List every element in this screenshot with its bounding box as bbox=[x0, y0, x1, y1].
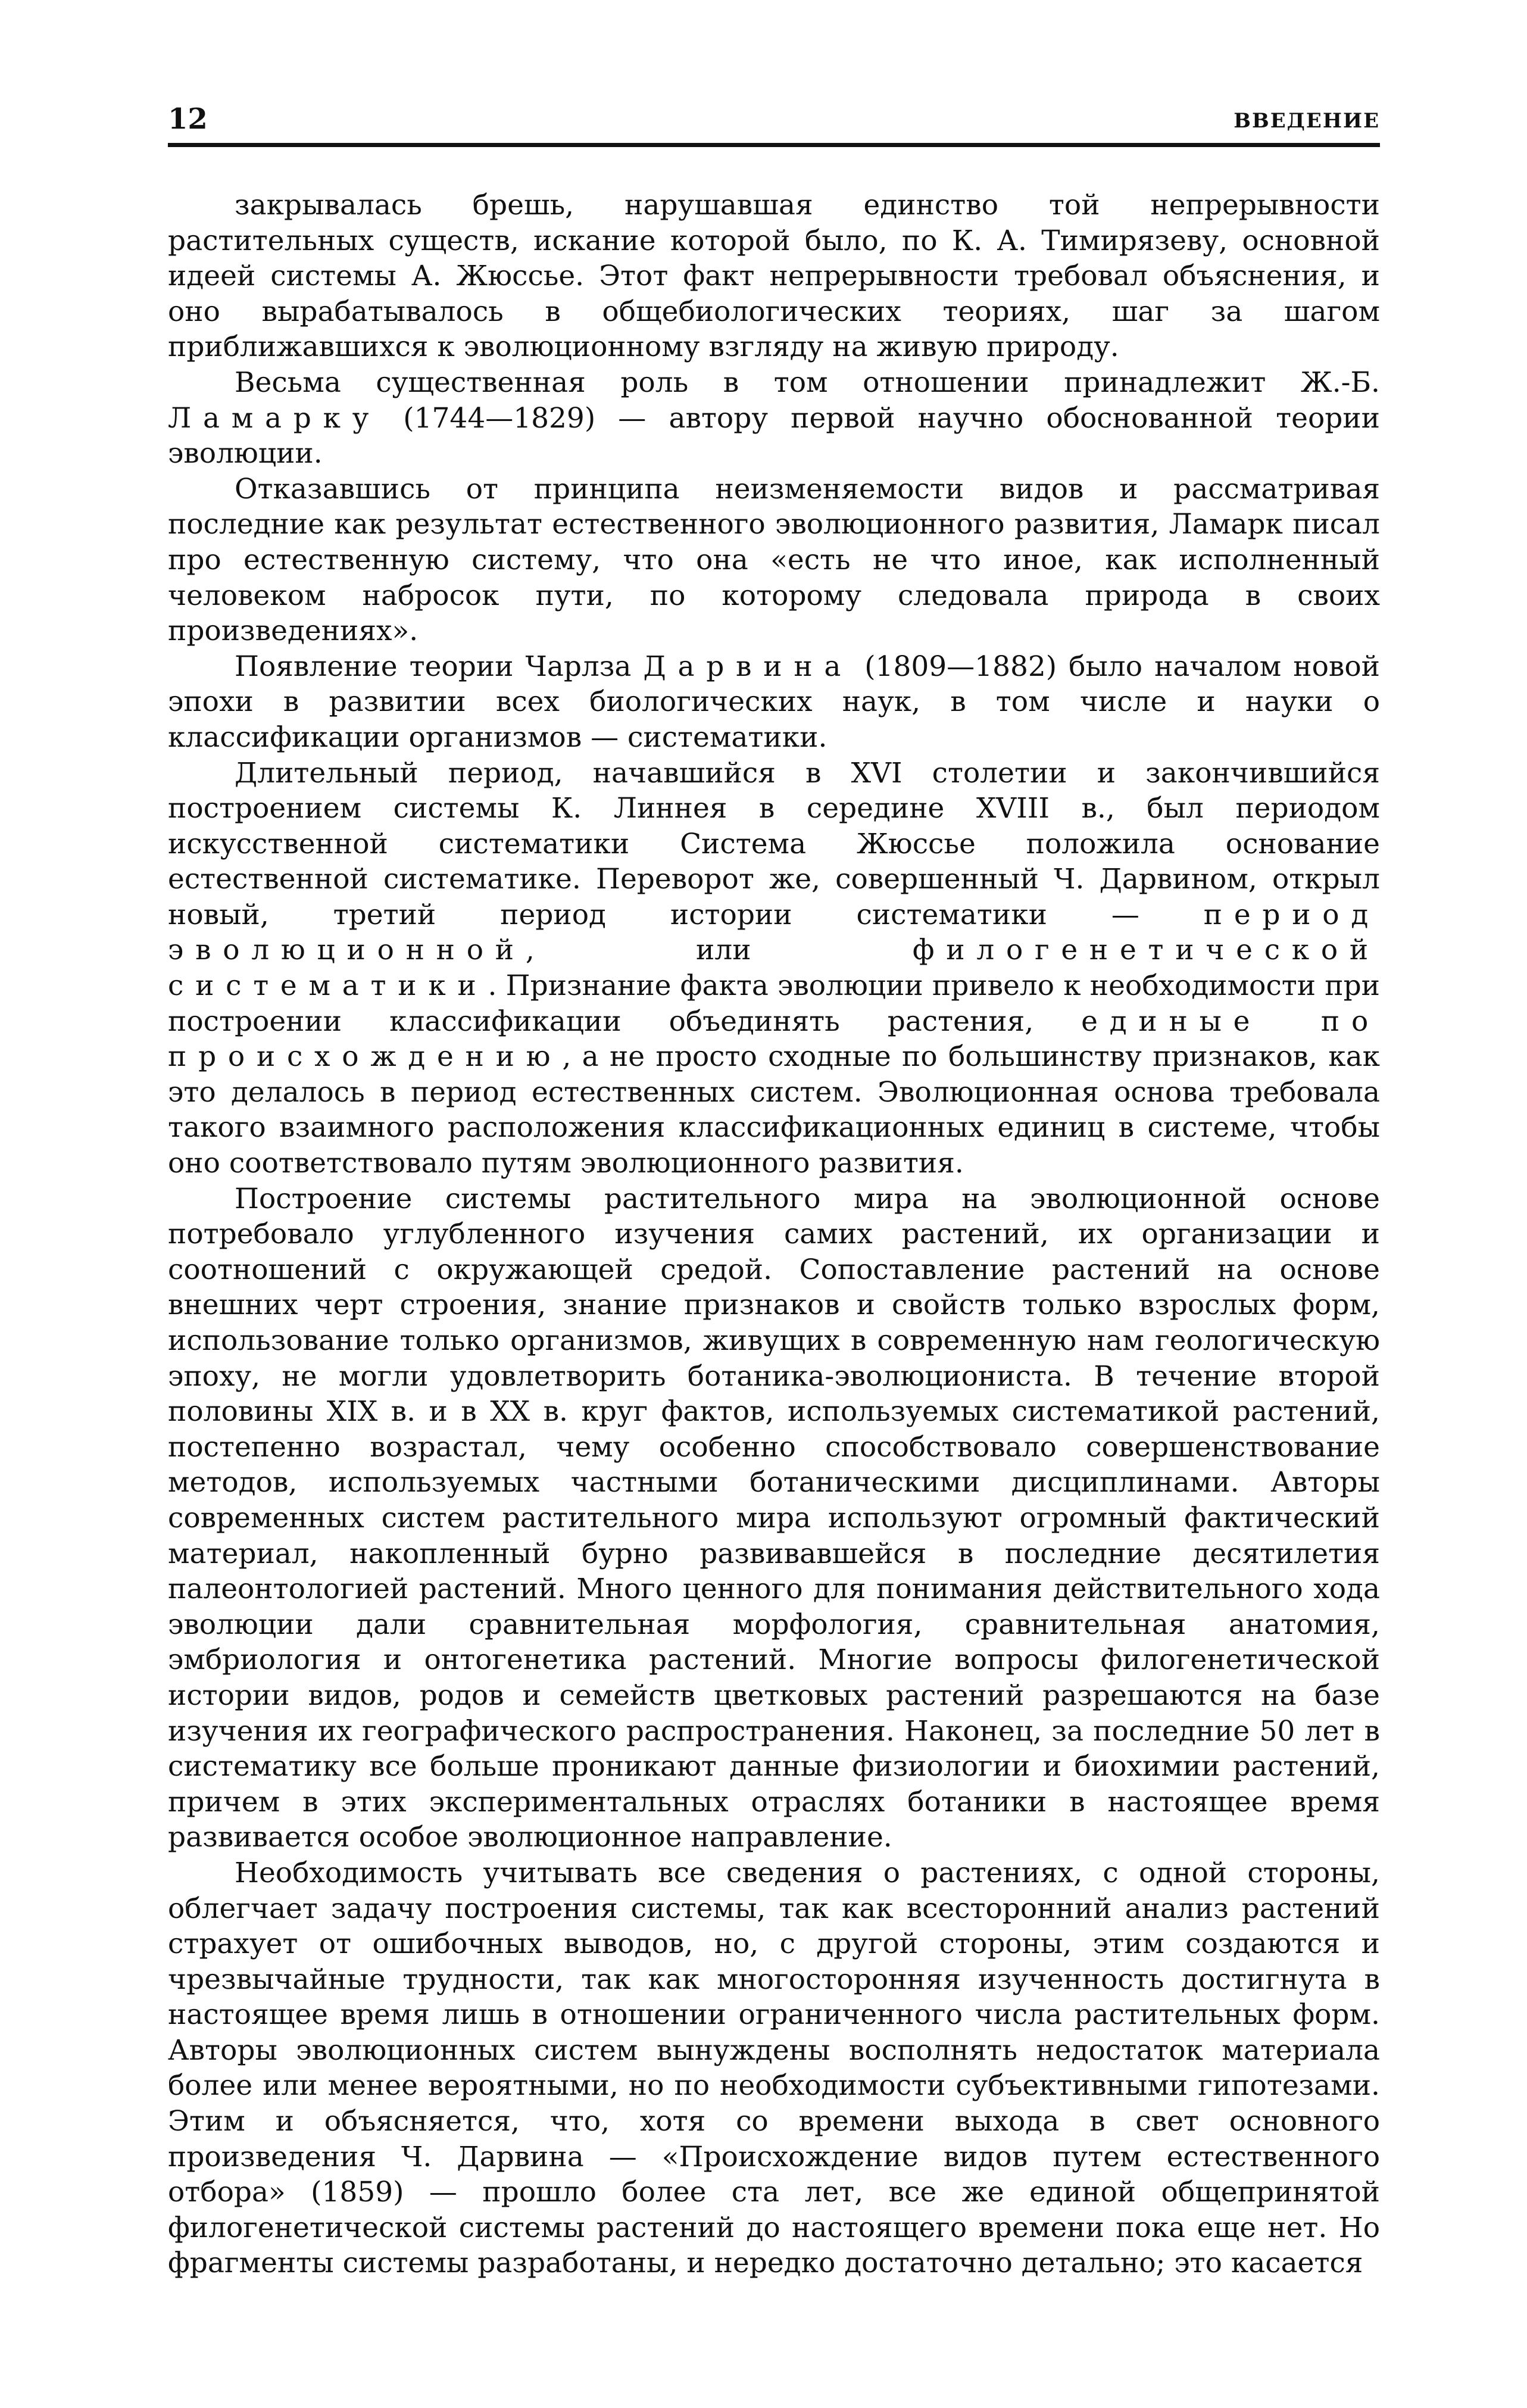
paragraph-text: Отказавшись от принципа неизменяемости видов и рассматривая последние как результат естественного эволюционного развития, Ламарк писал про естественную систему, что она «есть не что иное, как исполненный человеком набросок пути, по которому следовала природа в своих произведениях». bbox=[168, 472, 1380, 648]
paragraph-text: . Признание факта эволюции привело к необходимости при построении классификации объединять растения, bbox=[168, 969, 1380, 1038]
page-number: 12 bbox=[168, 102, 208, 136]
spaced-emphasis-text: период эволюционной bbox=[168, 898, 1380, 967]
paragraph-text: (1809—1882) было началом новой эпохи в развитии всех биологических наук, в том числе и науки о классификации организмов — систематики. bbox=[168, 650, 1380, 754]
paragraph-text: , или bbox=[525, 934, 913, 967]
paragraph-text: Появление теории Чарлза bbox=[235, 650, 644, 683]
paragraph bbox=[168, 1181, 1380, 1855]
paragraph-text: (1744—1829) — автору первой научно обоснованной теории эволюции. bbox=[168, 401, 1380, 470]
paragraph-text: Построение системы растительного мира на эволюционной основе потребовало углубленного изучения самих растений, их организации и соотношений с окружающей средой. Сопоставление растений на основе внешних черт строения, знание признаков и свойств только взрослых форм, использование только организмов, живущих в современную нам геологическую эпоху, не могли удовлетворить ботаника-эволюциониста. В течение второй половины XIX в. и в XX в. круг фактов, используемых систематикой растений, постепенно возрастал, чему особенно способствовало совершенствование методов, используемых частными ботаническими дисциплинами. Авторы современных систем растительного мира используют огромный фактический материал, накопленный бурно развивавшейся в последние десятилетия палеонтологией растений. Много ценного для понимания действительного хода эволюции дали сравнительная морфология, сравнительная анатомия, эмбриология и онтогенетика растений. Многие вопросы филогенетической истории видов, родов и семейств цветковых растений разрешаются на базе изучения их географического распространения. Наконец, за последние 50 лет в систематику все больше проникают данные физиологии и биохимии растений, причем в этих экспериментальных отраслях ботаники в настоящее время развивается особое эволюционное направление. bbox=[168, 1182, 1380, 1854]
running-head: ВВЕДЕНИЕ bbox=[1234, 109, 1380, 133]
paragraph-text: Длительный период, начавшийся в XVI столетии и закончившийся построением системы К. Линнея в середине XVIII в., был периодом искусственной систематики Система Жюссье положила основание естественной систематике. Переворот же, совершенный Ч. Дарвином, открыл новый, третий период истории систематики — bbox=[168, 756, 1380, 931]
paragraph-text: закрывалась брешь, нарушавшая единство той непрерывности растительных существ, искание которой было, по К. А. Тимирязеву, основной идеей системы А. Жюссье. Этот факт непрерывности требовал объяснения, и оно вырабатывалось в общебиологических теориях, шаг за шагом приближавшихся к эволюционному взгляду на живую природу. bbox=[168, 189, 1380, 364]
paragraph-text: Необходимость учитывать все сведения о растениях, с одной стороны, облегчает задачу построения системы, так как всесторонний анализ растений страхует от ошибочных выводов, но, с другой стороны, этим создаются и чрезвычайные трудности, так как многосторонняя изученность достигнута в настоящее время лишь в отношении ограниченного числа растительных форм. Авторы эволюционных систем вынуждены восполнять недостаток материала более или менее вероятными, но по необходимости субъективными гипотезами. Этим и объясняется, что, хотя со времени выхода в свет основного произведения Ч. Дарвина — «Происхождение видов путем естественного отбора» (1859) — прошло более ста лет, все же единой общепринятой филогенетической системы растений до настоящего времени пока еще нет. Но фрагменты системы разработаны, и нередко достаточно детально; это касается bbox=[168, 1856, 1380, 2280]
paragraph bbox=[168, 649, 1380, 756]
paragraph-text: Весьма существенная роль в том отношении принадлежит Ж.-Б. bbox=[235, 366, 1380, 399]
paragraph bbox=[168, 1855, 1380, 2281]
page-header bbox=[168, 101, 1380, 147]
paragraph bbox=[168, 756, 1380, 1181]
spaced-emphasis-text: филогенетической систематики bbox=[168, 934, 1380, 1003]
spaced-emphasis-text: единые по происхождению bbox=[168, 1005, 1380, 1074]
paragraph bbox=[168, 472, 1380, 649]
paragraph bbox=[168, 188, 1380, 365]
spaced-emphasis-text: Ламарку bbox=[168, 401, 381, 435]
paragraph bbox=[168, 365, 1380, 472]
spaced-emphasis-text: Дарвина bbox=[643, 650, 853, 683]
book-page bbox=[168, 101, 1380, 2340]
body-text bbox=[168, 188, 1380, 2281]
paragraph-text: , а не просто сходные по большинству признаков, как это делалось в период естественных систем. Эволюционная основа требовала такого взаимного расположения классификационных единиц в системе, чтобы оно соответствовало путям эволюционного развития. bbox=[168, 1040, 1380, 1180]
